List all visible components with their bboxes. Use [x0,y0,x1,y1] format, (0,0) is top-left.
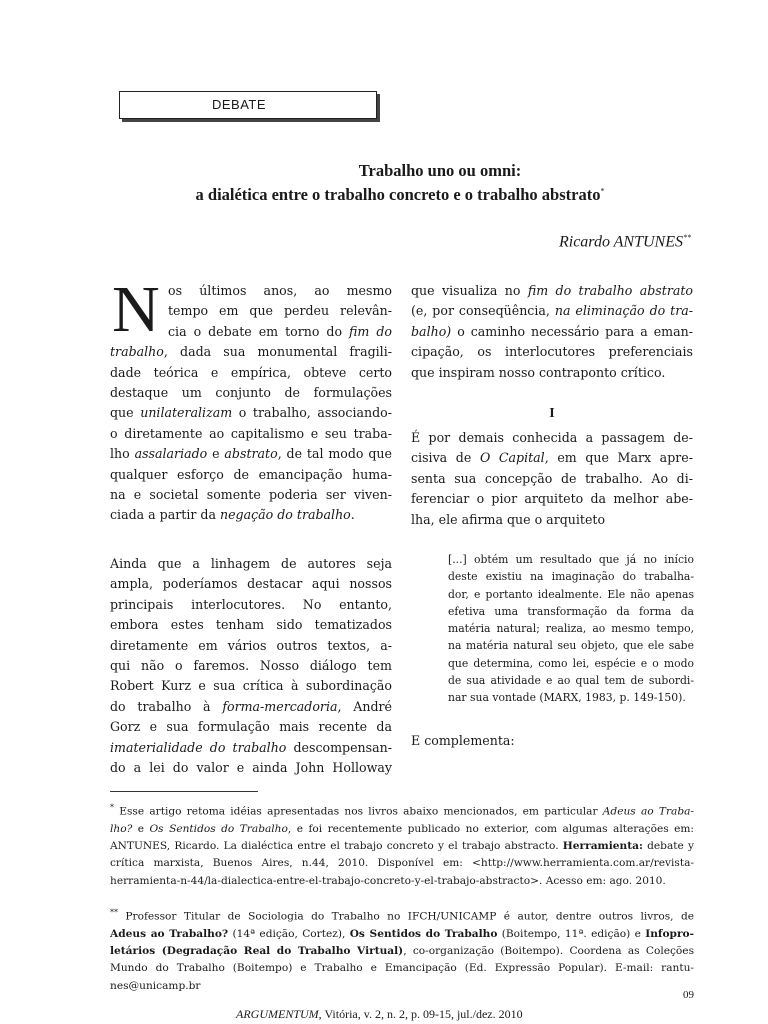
text-line: lho assalariado e abstrato, de tal modo que [110,446,392,462]
author-footnote-mark: ** [683,233,691,242]
drop-cap: N [112,273,160,346]
text-line: do a lei do valor e ainda John Holloway [110,760,392,776]
text-line: destaque um conjunto de formulações [110,385,392,401]
text-line: na e societal somente poderia ser viven- [110,487,392,503]
text-line: deste existiu na imaginação do trabalha- [448,570,694,584]
title-footnote-mark: * [600,186,605,196]
text-line: o diretamente ao capitalismo e seu traba- [110,425,392,441]
journal-name: ARGUMENTUM [236,1007,319,1021]
text-line: senta sua concepção de trabalho. Ao di- [411,470,693,486]
footnote-rule [110,791,258,792]
text-line: Robert Kurz e sua crítica à subordinação [110,678,392,694]
text-line: nar sua vontade (MARX, 1983, p. 149-150). [448,691,686,705]
text-line: letários (Degradação Real do Trabalho Virtual), co-organização (Boitempo). Coordena as Coleções [110,945,694,958]
text-line: efetiva uma transformação da forma da [448,604,694,618]
text-line: balho) o caminho necessário para a eman- [411,323,693,339]
text-line: [...] obtém um resultado que já no início [448,553,694,566]
author-name: Ricardo ANTUNES [558,233,683,251]
left-column-paragraph-2 [110,554,392,778]
text-line: matéria natural; realiza, ao mesmo tempo, [448,622,694,636]
page-number: 09 [683,989,694,1001]
right-column-paragraph-2 [411,428,693,530]
text-line: (e, por conseqüência, na eliminação do tra- [411,303,693,319]
text-line: * Esse artigo retoma idéias apresentadas nos livros abaixo mencionados, em particular Adeus ao Traba- [110,803,694,818]
text-line: dor, e portanto idealmente. Ele não apenas [448,587,694,601]
after-quote-text: E complementa: [411,733,515,748]
text-line: Adeus ao Trabalho? (14ª edição, Cortez), Os Sentidos do Trabalho (Boitempo, 11ª. edição) e Infopro- [110,927,694,940]
section-label-box [119,91,377,119]
text-line: ampla, poderíamos destacar aqui nossos [110,576,392,592]
text-line: embora estes tenham sido tematizados [110,617,392,633]
block-quote [448,551,694,707]
text-line: lha, ele afirma que o arquiteto [411,511,606,527]
text-line: que inspiram nosso contraponto crítico. [411,364,666,380]
text-line: que visualiza no fim do trabalho abstrato [411,283,693,298]
footnote-1 [110,799,694,890]
text-line: dade teórica e empírica, obteve certo [110,364,392,380]
text-line: cisiva de O Capital, em que Marx apre- [411,450,693,466]
text-line: que determina, como lei, espécie e o modo [448,656,694,670]
text-line: imaterialidade do trabalho descompensan- [110,739,392,755]
text-line: principais interlocutores. No entanto, [110,596,392,612]
text-line: que unilateralizam o trabalho, associando- [110,405,392,421]
text-line: ferenciar o pior arquiteto da melhor abe- [411,491,693,507]
right-column-paragraph-1 [411,281,693,383]
text-line: Mundo do Trabalho (Boitempo) e Trabalho e Emancipação (Ed. Expressão Popular). E-mail: rantu- [110,962,694,975]
title-line-1: Trabalho uno ou omni: [358,161,522,180]
text-line: lho? e Os Sentidos do Trabalho, e foi recentemente publicado no exterior, com algumas alterações em: [110,822,694,835]
text-line: na matéria natural seu objeto, que ele sabe [448,639,694,653]
text-line: Gorz e sua formulação mais recente da [110,719,392,735]
title-line-2: a dialética entre o trabalho concreto e o trabalho abstrato* [195,185,605,204]
journal-citation: , Vitória, v. 2, n. 2, p. 09-15, jul./dez. 2010 [318,1007,523,1021]
left-column-paragraph-1 [110,281,392,526]
text-line: qui não o faremos. Nosso diálogo tem [110,658,392,674]
text-line: trabalho, dada sua monumental fragili- [110,344,392,360]
text-line: ciada a partir da negação do trabalho. [110,507,355,523]
section-number: I [549,406,555,421]
author-line [559,233,691,251]
text-line: crítica marxista, Buenos Aires, n.44, 2010. Disponível em: <http://www.herramienta.com.ar/revista- [110,857,694,870]
text-line: cia o debate em torno do fim do [168,323,392,339]
text-line: os últimos anos, ao mesmo [168,283,392,298]
footnote-2 [110,904,694,995]
text-line: É por demais conhecida a passagem de- [411,430,693,445]
text-line: herramienta-n-44/la-dialectica-entre-el-trabajo-concreto-y-el-trabajo-abstracto>. Acesso em: ago. 2010. [110,874,666,887]
text-line: diretamente em vários outros textos, a- [110,637,392,653]
text-line: de sua atividade e ao qual tem de subordi- [448,674,694,688]
text-line: tempo em que perdeu relevân- [168,303,392,319]
text-line: qualquer esforço de emancipação huma- [110,466,392,482]
text-line: ** Professor Titular de Sociologia do Trabalho no IFCH/UNICAMP é autor, dentre outros livros, de [110,908,694,923]
text-line: ANTUNES, Ricardo. La dialéctica entre el trabajo concreto y el trabajo abstracto. Herramienta: debate y [110,840,694,853]
text-line: cipação, os interlocutores preferenciais [411,344,693,360]
journal-footer [236,1007,523,1022]
text-line: Ainda que a linhagem de autores seja [110,556,392,571]
text-line: do trabalho à forma-mercadoria, André [110,698,392,714]
text-line: nes@unicamp.br [110,979,201,992]
section-label: DEBATE [212,97,267,112]
